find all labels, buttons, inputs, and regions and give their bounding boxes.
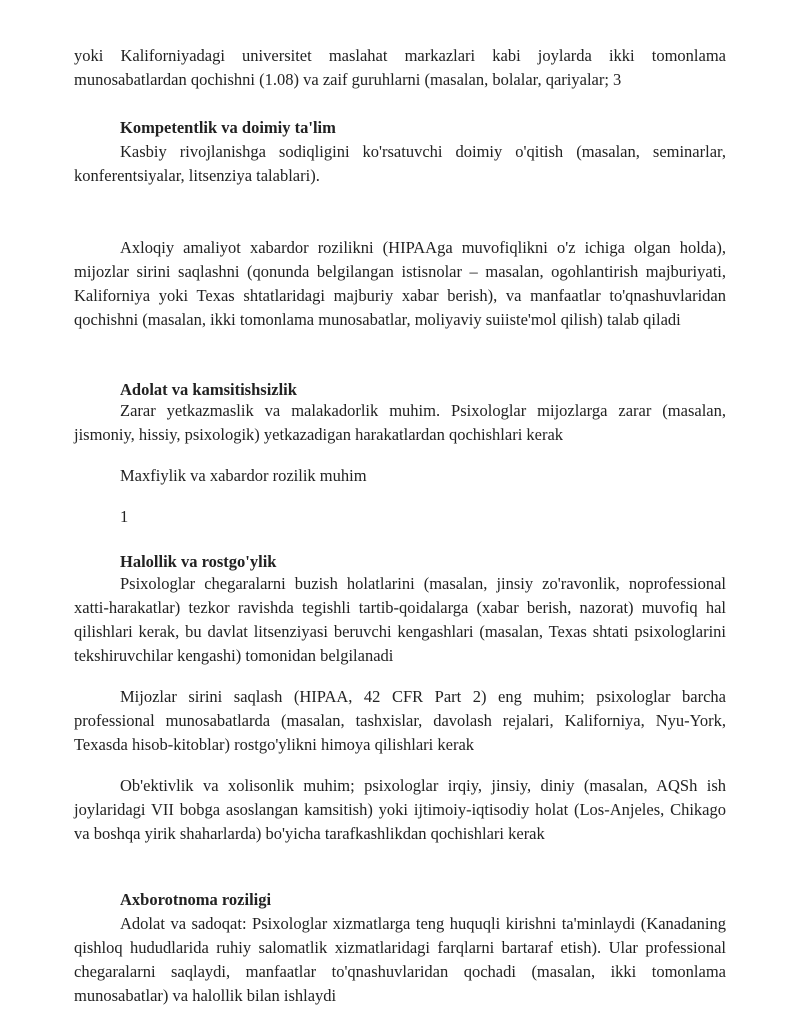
paragraph-fairness: Adolat va sadoqat: Psixologlar xizmatlarga teng huquqli kirishni ta'minlaydi (Kanadaning qishloq hududlarida ruhiy salomatlik xizmatlaridagi farqlarni bartaraf etish). Ular professional chegaralarni saqlaydi, manfaatlar to'qnashuvlaridan qochadi (masalan, ikki tomonlama munosabatlar) va halollik bilan ishlaydi (74, 914, 726, 1005)
paragraph-competence: Kasbiy rivojlanishga sodiqligini ko'rsatuvchi doimiy o'qitish (masalan, seminarlar, konferentsiyalar, litsenziya talablari). (74, 142, 726, 185)
paragraph-continuation: yoki Kaliforniyadagi universitet maslahat markazlari kabi joylarda ikki tomonlama munosabatlardan qochishni (1.08) va zaif guruhlarni (masalan, bolalar, qariyalar; 3 (74, 46, 726, 89)
paragraph-objectivity: Ob'ektivlik va xolisonlik muhim; psixologlar irqiy, jinsiy, diniy (masalan, AQSh ish joylaridagi VII bobga asoslangan kamsitish) yoki ijtimoiy-iqtisodiy holat (Los-Anjeles, Chikago va boshqa yirik shaharlarda) bo'yicha tarafkashlikdan qochishlari kerak (74, 776, 726, 843)
section-heading-informed-consent: Axborotnoma roziligi (120, 890, 272, 909)
section-heading-competence: Kompetentlik va doimiy ta'lim (120, 118, 336, 137)
paragraph-number: 1 (120, 507, 129, 526)
section-heading-justice: Adolat va kamsitishsizlik (120, 380, 297, 399)
paragraph-client-privacy: Mijozlar sirini saqlash (HIPAA, 42 CFR Part 2) eng muhim; psixologlar barcha professional munosabatlarda (masalan, tashxislar, davolash rejalari, Kaliforniya, Nyu-York, Texasda hisob-kitoblar) rostgo'ylikni himoya qilishlari kerak (74, 687, 726, 754)
paragraph-boundaries: Psixologlar chegaralarni buzish holatlarini (masalan, jinsiy zo'ravonlik, noprofessional xatti-harakatlar) tezkor ravishda tegishli tartib-qoidalarga (xabar berish, nazorat) muvofiq hal qilishlari kerak, bu davlat litsenziyasi beruvchi kengashlari (masalan, Texas shtati psixologlarini tekshiruvchilar kengashi) tomonidan belgilanadi (74, 574, 726, 665)
section-heading-integrity: Halollik va rostgo'ylik (120, 552, 277, 571)
paragraph-ethical-practice: Axloqiy amaliyot xabardor rozilikni (HIPAAga muvofiqlikni o'z ichiga olgan holda), mijozlar sirini saqlashni (qonunda belgilangan istisnolar – masalan, ogohlantirish majburiyati, Kaliforniya yoki Texas shtatlaridagi majburiy xabar berish), va manfaatlar to'qnashuvlaridan qochishni (masalan, ikki tomonlama munosabatlar, moliyaviy suiiste'mol qilish) talab qiladi (74, 238, 726, 329)
paragraph-nonmaleficence: Zarar yetkazmaslik va malakadorlik muhim. Psixologlar mijozlarga zarar (masalan, jismoniy, hissiy, psixologik) yetkazadigan harakatlardan qochishlari kerak (74, 401, 726, 444)
paragraph-confidentiality: Maxfiylik va xabardor rozilik muhim (120, 466, 367, 485)
